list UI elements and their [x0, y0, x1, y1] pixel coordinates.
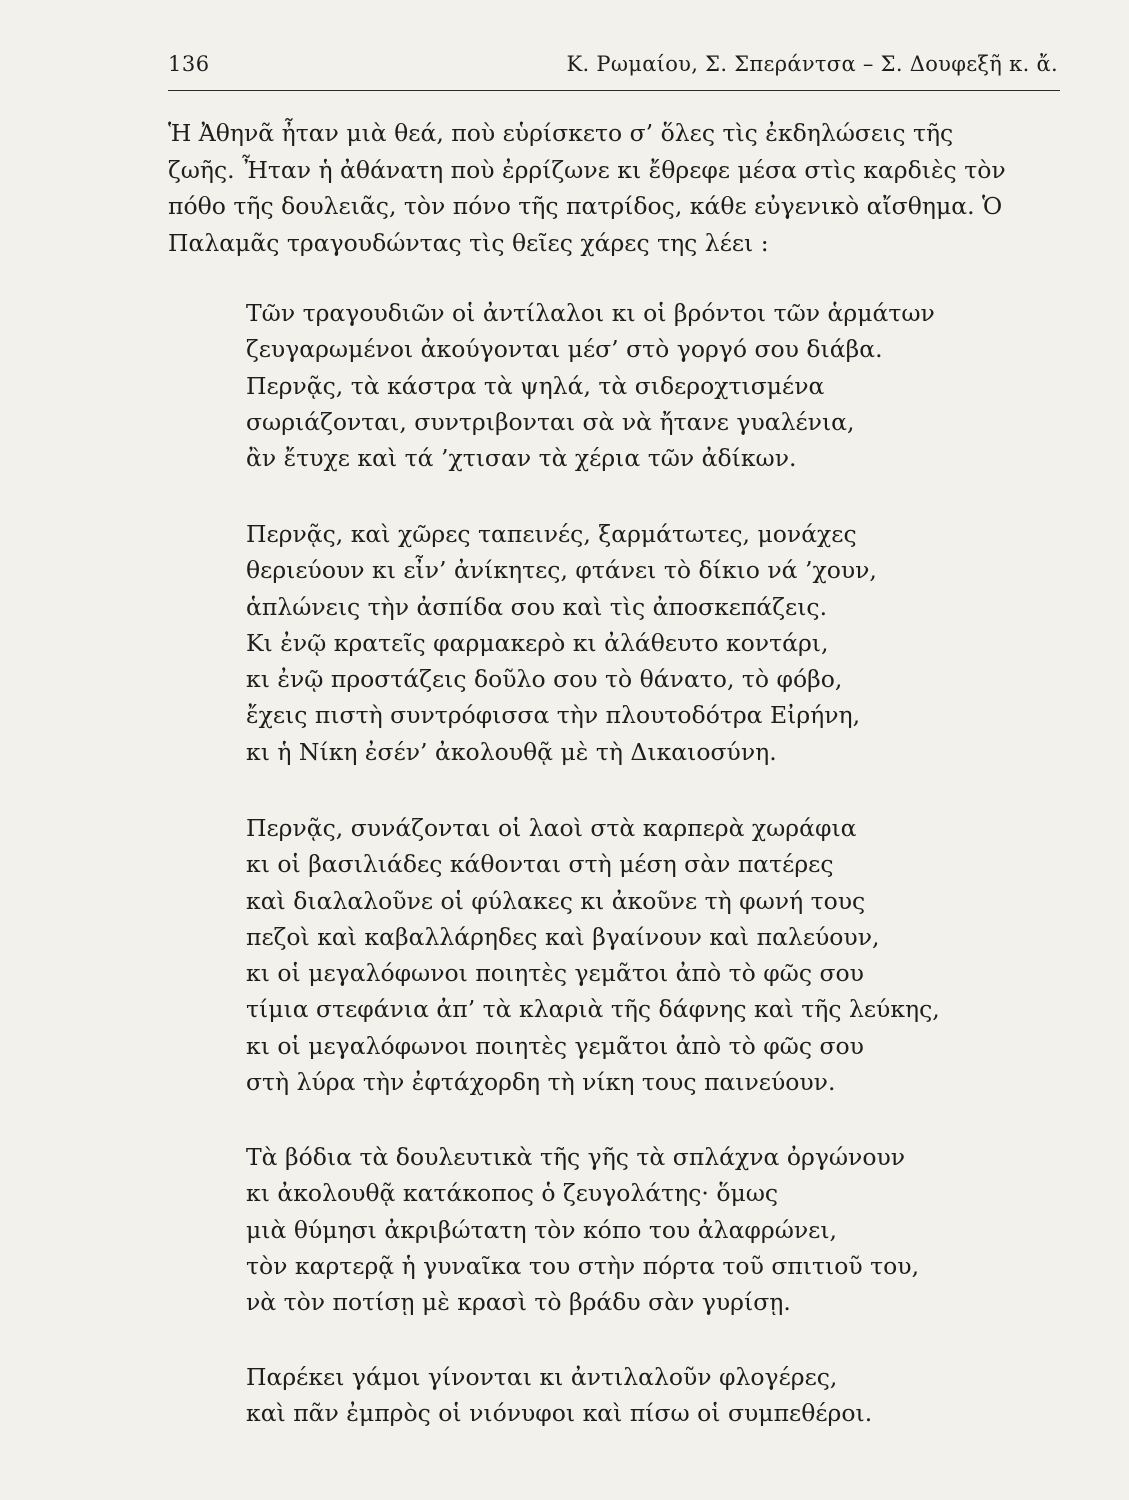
poem-line: τὸν καρτερᾷ ἡ γυναῖκα του στὴν πόρτα τοῦ σπιτιοῦ του, [246, 1251, 920, 1280]
poem-line: ἁπλώνεις τὴν ἀσπίδα σου καὶ τὶς ἀποσκεπάζεις. [246, 592, 828, 621]
poem-stanza-2 [246, 516, 1036, 770]
poem-line: ζευγαρωμένοι ἀκούγονται μέσ’ στὸ γοργό σου διάβα. [246, 335, 883, 364]
poem-line: κι ἐνῷ προστάζεις δοῦλο σου τὸ θάνατο, τὸ φόβο, [246, 665, 843, 694]
poem-stanza-1 [246, 295, 1036, 476]
poem-line: Περνᾷς, καὶ χῶρες ταπεινές, ξαρμάτωτες, μονάχες [246, 520, 857, 548]
poem-line: ἂν ἔτυχε καὶ τά ’χτισαν τὰ χέρια τῶν ἀδίκων. [246, 444, 797, 473]
poem-line: νὰ τὸν ποτίσῃ μὲ κρασὶ τὸ βράδυ σὰν γυρίσῃ. [246, 1288, 791, 1317]
poem-line: Τὰ βόδια τὰ δουλευτικὰ τῆς γῆς τὰ σπλάχνα ὀργώνουν [246, 1143, 906, 1171]
intro-paragraph [168, 115, 1060, 261]
poem-line: κι οἱ μεγαλόφωνοι ποιητὲς γεμᾶτοι ἀπὸ τὸ φῶς σου [246, 959, 864, 988]
intro-line: πόθο τῆς δουλειᾶς, τὸν πόνο τῆς πατρίδος, κάθε εὐγενικὸ αἴσθημα. Ὁ [168, 192, 1003, 220]
poem-line: στὴ λύρα τὴν ἐφτάχορδη τὴ νίκη τους παινεύουν. [246, 1068, 836, 1097]
poem-line: πεζοὶ καὶ καβαλλάρηδες καὶ βγαίνουν καὶ παλεύουν, [246, 922, 880, 951]
poem-line: κι ἡ Νίκη ἐσέν’ ἀκολουθᾷ μὲ τὴ Δικαιοσύνη. [246, 737, 777, 766]
running-head: Κ. Ρωμαίου, Σ. Σπεράντσα – Σ. Δουφεξῆ κ. ἄ. [566, 52, 1058, 76]
poem-stanza-4 [246, 1139, 1036, 1320]
poem-line: Παρέκει γάμοι γίνονται κι ἀντιλαλοῦν φλογέρες, [246, 1363, 838, 1391]
header-rule [168, 90, 1060, 91]
poem-line: καὶ πᾶν ἐμπρὸς οἱ νιόνυφοι καὶ πίσω οἱ συμπεθέροι. [246, 1399, 873, 1428]
poem-line: θεριεύουν κι εἶν’ ἀνίκητες, φτάνει τὸ δίκιο νά ’χουν, [246, 556, 877, 585]
intro-line: Παλαμᾶς τραγουδώντας τὶς θεῖες χάρες της λέει : [168, 228, 769, 257]
poem-line: ἔχεις πιστὴ συντρόφισσα τὴν πλουτοδότρα Εἰρήνη, [246, 701, 861, 730]
poem-line: κι ἀκολουθᾷ κατάκοπος ὁ ζευγολάτης· ὅμως [246, 1179, 779, 1208]
poem-line: σωριάζονται, συντριβονται σὰ νὰ ἤτανε γυαλένια, [246, 407, 855, 436]
page-header [168, 52, 1058, 88]
poem-line: καὶ διαλαλοῦνε οἱ φύλακες κι ἀκοῦνε τὴ φωνή τους [246, 886, 866, 915]
poem-line: τίμια στεφάνια ἀπ’ τὰ κλαριὰ τῆς δάφνης καὶ τῆς λεύκης, [246, 995, 940, 1024]
poem-stanza-5 [246, 1359, 1036, 1432]
poem-line: μιὰ θύμησι ἀκριβώτατη τὸν κόπο του ἀλαφρώνει, [246, 1215, 838, 1244]
poem-line: κι οἱ βασιλιάδες κάθονται στὴ μέση σὰν πατέρες [246, 850, 834, 879]
poem-stanza-3 [246, 810, 1036, 1100]
poem-line: κι οἱ μεγαλόφωνοι ποιητὲς γεμᾶτοι ἀπὸ τὸ φῶς σου [246, 1031, 864, 1060]
poem-line: Περνᾷς, τὰ κάστρα τὰ ψηλά, τὰ σιδεροχτισμένα [246, 371, 825, 400]
poem-line: Κι ἐνῷ κρατεῖς φαρμακερὸ κι ἀλάθευτο κοντάρι, [246, 628, 829, 657]
poem-line: Τῶν τραγουδιῶν οἱ ἀντίλαλοι κι οἱ βρόντοι τῶν ἁρμάτων [246, 299, 935, 327]
intro-line: Ἡ Ἀθηνᾶ ἦταν μιὰ θεά, ποὺ εὑρίσκετο σ’ ὅλες τὶς ἐκδηλώσεις τῆς [168, 119, 954, 147]
poem-line: Περνᾷς, συνάζονται οἱ λαοὶ στὰ καρπερὰ χωράφια [246, 814, 857, 842]
intro-line: ζωῆς. Ἦταν ἡ ἀθάνατη ποὺ ἐρρίζωνε κι ἔθρεφε μέσα στὶς καρδιὲς τὸν [168, 155, 1006, 184]
page-number: 136 [168, 52, 210, 76]
